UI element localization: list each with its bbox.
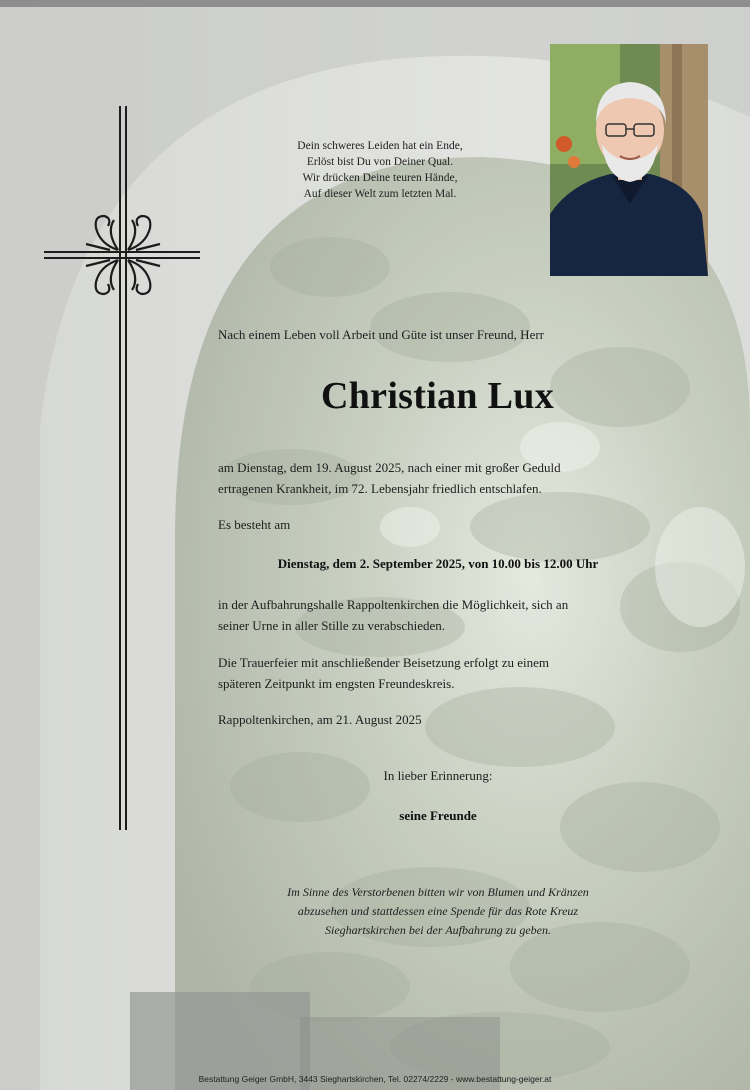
poem-line: Auf dieser Welt zum letzten Mal. [303,188,457,200]
place-date-text: Rappoltenkirchen, am 21. August 2025 [218,712,422,727]
viewing-line: in der Aufbahrungshalle Rappoltenkirchen die Möglichkeit, sich an [218,597,569,612]
poem [255,138,505,202]
viewing-details [218,594,658,636]
donation-note-line: Sieghartskirchen bei der Aufbahrung zu geben. [325,923,551,937]
funeral-line: späteren Zeitpunkt im engsten Freundeskreis. [218,676,455,691]
funeral-details [218,652,658,694]
poem-line: Erlöst bist Du von Deiner Qual. [306,156,454,168]
signature: seine Freunde [399,808,477,823]
viewing-date-time: Dienstag, dem 2. September 2025, von 10.00 bis 12.00 Uhr [277,556,599,571]
death-notice-line: ertragenen Krankheit, im 72. Lebensjahr friedlich entschlafen. [218,481,542,496]
funeral-line: Die Trauerfeier mit anschließender Beisetzung erfolgt zu einem [218,655,550,670]
donation-note-line: abzusehen und stattdessen eine Spende für das Rote Kreuz [297,904,579,918]
closing-phrase: In lieber Erinnerung: [383,768,493,783]
place-date [218,709,658,730]
donation-note-line: Im Sinne des Verstorbenen bitten wir von Blumen und Kränzen [287,885,589,899]
intro-text: Nach einem Leben voll Arbeit und Güte ist unser Freund, Herr [218,327,544,342]
portrait-photo [550,44,708,276]
viewing-lead [218,514,658,535]
viewing-line: seiner Urne in aller Stille zu verabschieden. [218,618,446,633]
death-notice-line: am Dienstag, dem 19. August 2025, nach einer mit großer Geduld [218,460,561,475]
death-notice [218,457,658,499]
ornamental-cross-icon [40,104,205,834]
deceased-name: Christian Lux [320,375,554,417]
poem-line: Wir drücken Deine teuren Hände, [302,172,458,184]
poem-line: Dein schweres Leiden hat ein Ende, [297,140,463,152]
viewing-lead-text: Es besteht am [218,517,291,532]
footer-imprint: Bestattung Geiger GmbH, 3443 Sieghartskirchen, Tel. 02274/2229 - www.bestattung-geiger.at [198,1074,552,1084]
donation-note [218,883,658,940]
